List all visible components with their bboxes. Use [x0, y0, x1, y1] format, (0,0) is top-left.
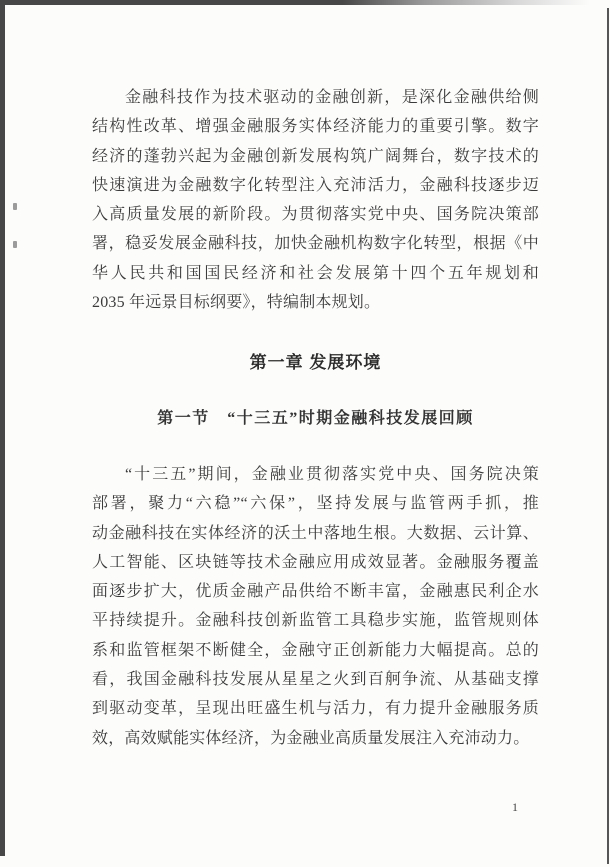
text-line: 看，我国金融科技发展从星星之火到百舸争流、从基础支撑: [92, 671, 539, 689]
text-line: 快速演进为金融数字化转型注入充沛活力，金融科技逐步迈: [92, 176, 539, 194]
text-line: 平持续提升。金融科技创新监管工具稳步实施，监管规则体: [92, 612, 539, 630]
scan-speck: [13, 241, 17, 248]
text-line: 结构性改革、增强金融服务实体经济能力的重要引擎。数字: [92, 118, 539, 136]
chapter-heading: 第一章 发展环境: [249, 353, 382, 372]
text-line: 面逐步扩大，优质金融产品供给不断丰富，金融惠民利企水: [92, 583, 539, 601]
text-line: 系和监管框架不断健全，金融守正创新能力大幅提高。总的: [92, 641, 539, 659]
text-line: 华人民共和国国民经济和社会发展第十四个五年规划和: [92, 264, 539, 282]
text-line: “十三五”期间，金融业贯彻落实党中央、国务院决策: [125, 466, 539, 483]
text-line: 到驱动变革，呈现出旺盛生机与活力，有力提升金融服务质: [92, 700, 539, 718]
page-number: 1: [512, 800, 518, 814]
paragraph-intro: [92, 83, 539, 317]
scan-speck: [13, 203, 17, 210]
text-line: 效，高效赋能实体经济，为金融业高质量发展注入充沛动力。: [92, 729, 530, 747]
text-line: 金融科技作为技术驱动的金融创新，是深化金融供给侧: [125, 89, 539, 106]
text-line: 2035 年远景目标纲要》，特编制本规划。: [92, 294, 381, 312]
text-line: 部署，聚力“六稳”“六保”，坚持发展与监管两手抓，推: [92, 495, 539, 513]
text-line: 署，稳妥发展金融科技，加快金融机构数字化转型，根据《中: [92, 235, 539, 253]
section-heading: 第一节 “十三五”时期金融科技发展回顾: [157, 410, 474, 427]
text-line: 入高质量发展的新阶段。为贯彻落实党中央、国务院决策部: [92, 206, 539, 224]
scan-edge-left: [0, 0, 5, 856]
paragraph-review: [92, 460, 539, 753]
scan-edge-right: [607, 8, 609, 864]
text-line: 经济的蓬勃兴起为金融创新发展构筑广阔舞台，数字技术的: [92, 147, 539, 165]
scan-edge-top: [0, 0, 590, 5]
text-line: 动金融科技在实体经济的沃土中落地生根。大数据、云计算、: [92, 524, 539, 542]
text-line: 人工智能、区块链等技术金融应用成效显著。金融服务覆盖: [92, 553, 539, 571]
